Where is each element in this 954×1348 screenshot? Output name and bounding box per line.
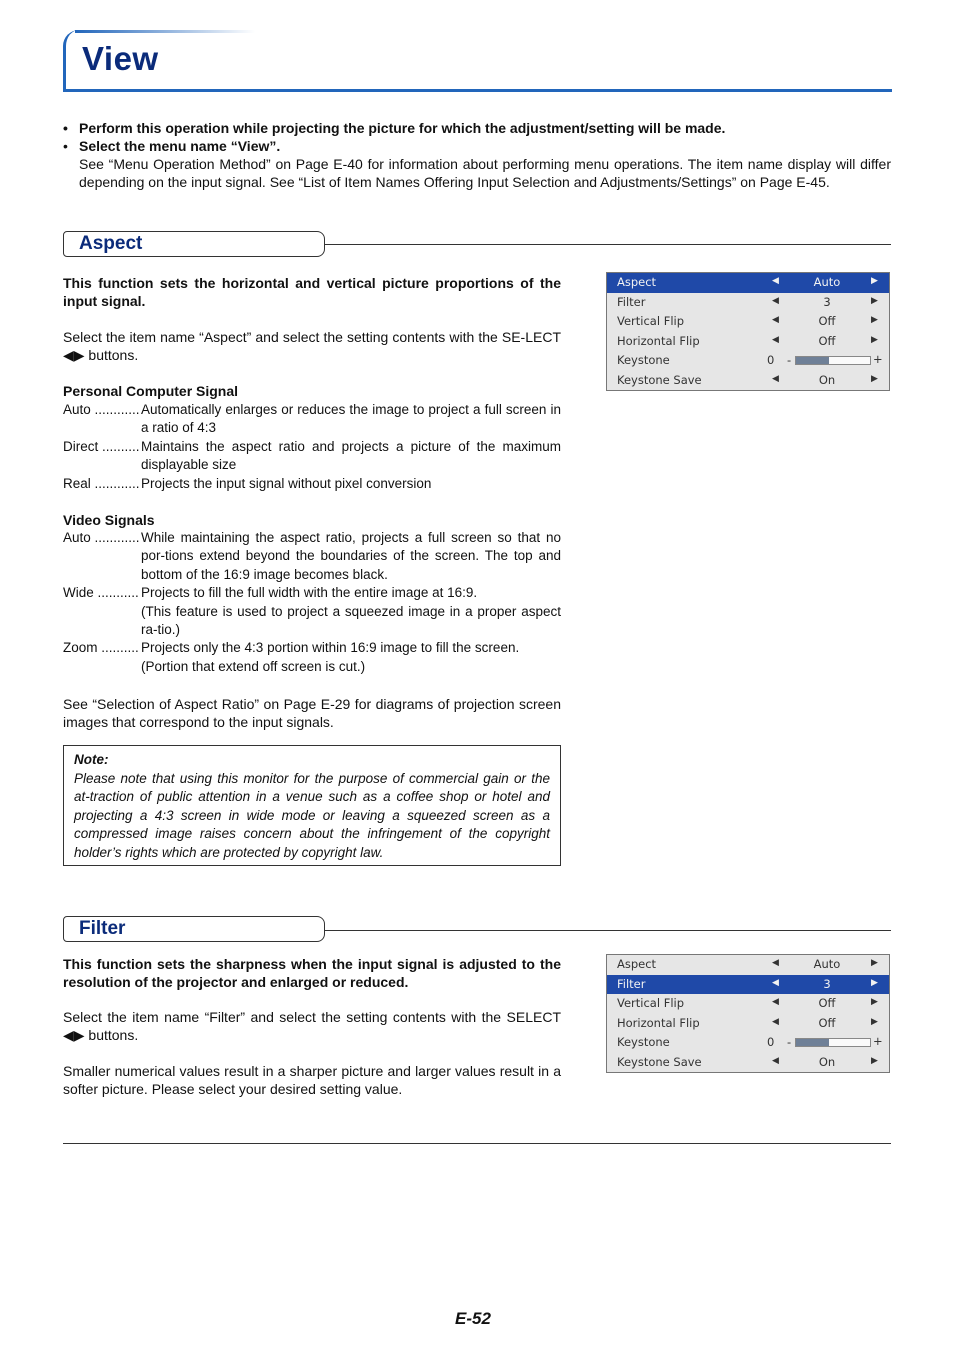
arrow-right-icon: ▶ — [871, 977, 878, 988]
note-text: Please note that using this monitor for the purpose of commercial gain or the at-traction of public attention in a venue such as a coffee shop or hotel and projecting a 4:3 screen in wide mode or leaving a squeezed screen as a compressed image raises concern about the infringement of the copyright holder’s rights which are protected by copyright law. — [74, 770, 550, 860]
arrow-right-icon: ▶ — [871, 373, 878, 384]
osd-menu-filter — [606, 954, 890, 1073]
arrow-right-icon: ▶ — [871, 334, 878, 345]
keystone-slider-fill — [796, 1039, 829, 1046]
arrow-right-icon: ▶ — [871, 997, 878, 1007]
video-item-auto: Auto ............ While maintaining the aspect ratio, projects a full screen so that no por-tions extend beyond the boundaries of the screen. The top and bottom of the 16:9 image becomes black. — [63, 530, 561, 582]
osd-row-horizontal-flip: Horizontal Flip ◀ Off ▶ — [617, 333, 878, 348]
osd-row-aspect: Aspect ◀ Auto ▶ — [617, 957, 878, 971]
filter-instruction: Select the item name “Filter” and select the setting contents with the SELECT ◀▶ buttons. — [63, 1009, 561, 1043]
osd-row-aspect: Aspect ◀ Auto ▶ — [607, 273, 889, 293]
video-signal-list — [63, 529, 561, 676]
pc-item-auto: Auto ............ Automatically enlarges or reduces the image to project a full screen in a ratio of 4:3 — [63, 402, 561, 436]
aspect-see-also: See “Selection of Aspect Ratio” on Page E-29 for diagrams of projection screen images that correspond to the input signals. — [63, 696, 561, 730]
arrow-right-icon: ▶ — [871, 295, 878, 306]
pc-item-real: Real ............ Projects the input signal without pixel conversion — [63, 475, 432, 491]
osd-row-horizontal-flip: Horizontal Flip ◀ Off ▶ — [617, 1015, 878, 1030]
title-frame — [63, 30, 892, 92]
intro-bullet-2-detail: See “Menu Operation Method” on Page E-40 for information about performing menu operations. The item name display will differ depending on the input signal. See “List of Item Names Offering Input Selection and Adjustments/Settings” on Page E-45. — [79, 156, 891, 190]
arrow-right-icon: ▶ — [871, 1016, 878, 1027]
osd-row-filter: Filter ◀ 3 ▶ — [617, 294, 878, 309]
intro-bullets — [63, 119, 891, 191]
osd-row-vertical-flip: Vertical Flip ◀ Off ▶ — [617, 314, 878, 328]
aspect-instruction: Select the item name “Aspect” and select the setting contents with the SE-LECT ◀▶ buttons. — [63, 329, 561, 363]
arrow-left-icon: ◀ — [772, 997, 779, 1007]
filter-section-rule — [325, 930, 891, 931]
arrow-right-icon: ▶ — [871, 315, 878, 325]
osd-menu-aspect — [606, 272, 890, 391]
copyright-note — [63, 745, 561, 866]
intro-bullet-2: • Select the menu name “View”. See “Menu Operation Method” on Page E-40 for information about performing menu operations. The item name display will differ depending on the input signal. See “List of Item Names Offering Input Selection and Adjustments/Settings” on Page E-45. — [63, 138, 891, 190]
osd-row-vertical-flip: Vertical Flip ◀ Off ▶ — [617, 996, 878, 1010]
title-frame-accent — [75, 30, 255, 33]
osd-row-keystone: Keystone 0 - + — [617, 352, 883, 367]
page-number: E-52 — [455, 1309, 491, 1328]
osd-row-filter: Filter ◀ 3 ▶ — [607, 975, 889, 995]
arrow-left-icon: ◀ — [772, 1016, 779, 1027]
filter-heading: Filter — [79, 918, 126, 939]
osd-row-keystone-save: Keystone Save ◀ On ▶ — [617, 1054, 878, 1069]
video-signal-heading: Video Signals — [63, 512, 155, 528]
arrow-left-icon: ◀ — [772, 977, 779, 988]
arrow-left-icon: ◀ — [772, 334, 779, 345]
aspect-section-rule — [325, 244, 891, 245]
note-title: Note: — [74, 752, 109, 767]
filter-section-tab — [63, 916, 325, 942]
keystone-slider — [795, 1038, 871, 1047]
bottom-rule — [63, 1143, 891, 1144]
intro-bullet-1: • Perform this operation while projecting the picture for which the adjustment/setting will be made. — [63, 120, 726, 136]
aspect-heading: Aspect — [79, 233, 143, 254]
arrow-right-icon: ▶ — [871, 1055, 878, 1066]
pc-item-direct: Direct .......... Maintains the aspect ratio and projects a picture of the maximum displayable size — [63, 438, 561, 473]
filter-detail: Smaller numerical values result in a sharper picture and larger values result in a softer picture. Please select your desired setting value. — [63, 1063, 561, 1097]
pc-signal-list — [63, 401, 561, 493]
page-title: View — [82, 40, 159, 77]
arrow-left-icon: ◀ — [772, 315, 779, 325]
arrow-left-icon: ◀ — [772, 276, 779, 286]
osd-row-keystone: Keystone 0 - + — [617, 1034, 883, 1049]
filter-lead: This function sets the sharpness when the input signal is adjusted to the resolution of the projector and enlarged or reduced. — [63, 956, 561, 990]
keystone-slider — [795, 356, 871, 365]
pc-signal-heading: Personal Computer Signal — [63, 383, 239, 399]
keystone-slider-fill — [796, 357, 829, 364]
arrow-left-icon: ◀ — [772, 295, 779, 306]
arrow-left-icon: ◀ — [772, 1055, 779, 1066]
arrow-left-icon: ◀ — [772, 373, 779, 384]
arrow-left-icon: ◀ — [772, 958, 779, 968]
osd-row-keystone-save: Keystone Save ◀ On ▶ — [617, 372, 878, 387]
aspect-section-tab — [63, 231, 325, 257]
arrow-right-icon: ▶ — [871, 276, 878, 286]
video-item-zoom: Zoom .......... Projects only the 4:3 portion within 16:9 image to fill the screen. (Portion that extend off screen is cut.) — [63, 640, 520, 674]
video-item-wide: Wide ........... Projects to fill the full width with the entire image at 16:9. (This feature is used to project a squeezed image in a proper aspect ra-tio.) — [63, 585, 561, 638]
aspect-lead: This function sets the horizontal and vertical picture proportions of the input signal. — [63, 275, 561, 309]
arrow-right-icon: ▶ — [871, 958, 878, 968]
